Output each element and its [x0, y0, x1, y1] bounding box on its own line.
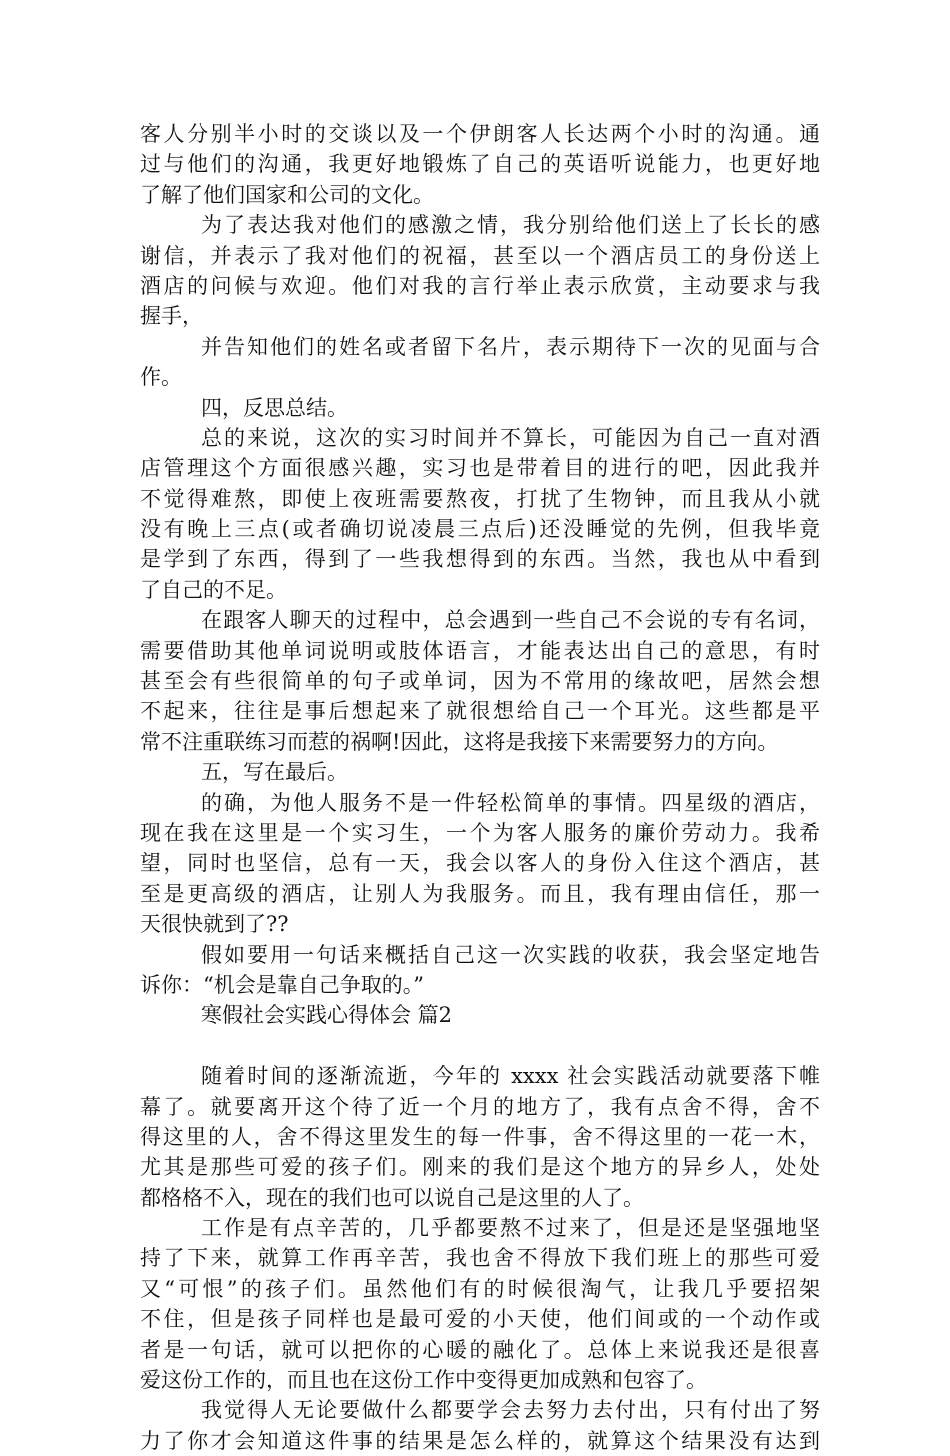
- text-line: 假如要用一句话来概括自己这一次实践的收获，我会坚定地告: [201, 942, 820, 967]
- text-line: 不起来，往往是事后想起来了就很想给自己一个耳光。这些都是平: [140, 699, 820, 724]
- text-line: 在跟客人聊天的过程中，总会遇到一些自己不会说的专有名词，: [201, 608, 820, 633]
- text-line: 望，同时也坚信，总有一天，我会以客人的身份入住这个酒店，甚: [140, 851, 820, 876]
- text-line: 又“可恨”的孩子们。虽然他们有的时候很淘气，让我几乎要招架: [140, 1276, 820, 1301]
- section-heading: 四，反思总结。: [201, 395, 348, 420]
- text-line: 不觉得难熬，即使上夜班需要熬夜，打扰了生物钟，而且我从小就: [140, 486, 820, 511]
- text-line: 都格格不入，现在的我们也可以说自己是这里的人了。: [140, 1185, 644, 1210]
- text-line: 客人分别半小时的交谈以及一个伊朗客人长达两个小时的沟通。通: [140, 122, 820, 146]
- text-line: 常不注重联练习而惹的祸啊!因此，这将是我接下来需要努力的方向。: [140, 729, 779, 754]
- text-line: 是学到了东西，得到了一些我想得到的东西。当然，我也从中看到: [140, 547, 820, 572]
- text-line: 了解了他们国家和公司的文化。: [140, 182, 434, 207]
- text-line: 作。: [140, 365, 182, 390]
- text-line: 我觉得人无论要做什么都要学会去努力去付出，只有付出了努: [201, 1398, 820, 1423]
- text-line: 力了你才会知道这件事的结果是怎么样的，就算这个结果没有达到: [140, 1428, 820, 1453]
- blank-line: [140, 1031, 820, 1061]
- article-title: 寒假社会实践心得体会 篇2: [201, 1003, 453, 1028]
- text-line: 现在我在这里是一个实习生，一个为客人服务的廉价劳动力。我希: [140, 820, 820, 845]
- text-line: 爱这份工作的，而且也在这份工作中变得更加成熟和包容了。: [140, 1368, 707, 1393]
- text-line: 酒店的问候与欢迎。他们对我的言行举止表示欣赏，主动要求与我: [140, 273, 820, 298]
- text-line: 并告知他们的姓名或者留下名片，表示期待下一次的见面与合: [201, 334, 820, 359]
- text-line: 随着时间的逐渐流逝，今年的 xxxx 社会实践活动就要落下帷: [201, 1064, 820, 1089]
- text-line: 握手，: [140, 304, 203, 329]
- text-line: 工作是有点辛苦的，几乎都要熬不过来了，但是还是坚强地坚: [201, 1216, 820, 1241]
- text-line: 了自己的不足。: [140, 577, 287, 602]
- text-line: 诉你：“机会是靠自己争取的。”: [140, 972, 424, 997]
- text-line: 尤其是那些可爱的孩子们。刚来的我们是这个地方的异乡人，处处: [140, 1155, 820, 1180]
- text-line: 持了下来，就算工作再辛苦，我也舍不得放下我们班上的那些可爱: [140, 1246, 820, 1271]
- text-line: 的确，为他人服务不是一件轻松简单的事情。四星级的酒店，: [201, 790, 820, 815]
- text-line: 为了表达我对他们的感激之情，我分别给他们送上了长长的感: [201, 213, 820, 238]
- text-line: 需要借助其他单词说明或肢体语言，才能表达出自己的意思，有时: [140, 638, 820, 663]
- text-line: 幕了。就要离开这个待了近一个月的地方了，我有点舍不得，舍不: [140, 1094, 820, 1119]
- text-line: 天很快就到了??: [140, 912, 289, 937]
- text-line: 过与他们的沟通，我更好地锻炼了自己的英语听说能力，也更好地: [140, 152, 820, 177]
- text-line: 得这里的人，舍不得这里发生的每一件事，舍不得这里的一花一木，: [140, 1124, 820, 1149]
- document-body: [140, 119, 820, 1456]
- text-line: 谢信，并表示了我对他们的祝福，甚至以一个酒店员工的身份送上: [140, 243, 820, 268]
- text-line: 至是更高级的酒店，让别人为我服务。而且，我有理由信任，那一: [140, 881, 820, 906]
- text-line: 者是一句话，就可以把你的心暖的融化了。总体上来说我还是很喜: [140, 1337, 820, 1362]
- text-line: 甚至会有些很简单的句子或单词，因为不常用的缘故吧，居然会想: [140, 669, 820, 694]
- text-line: 店管理这个方面很感兴趣，实习也是带着目的进行的吧，因此我并: [140, 456, 820, 481]
- text-line: 不住，但是孩子同样也是最可爱的小天使，他们间或的一个动作或: [140, 1307, 820, 1332]
- text-line: 没有晚上三点(或者确切说凌晨三点后)还没睡觉的先例，但我毕竟: [140, 517, 820, 542]
- section-heading: 五，写在最后。: [201, 760, 348, 785]
- text-line: 总的来说，这次的实习时间并不算长，可能因为自己一直对酒: [201, 425, 820, 450]
